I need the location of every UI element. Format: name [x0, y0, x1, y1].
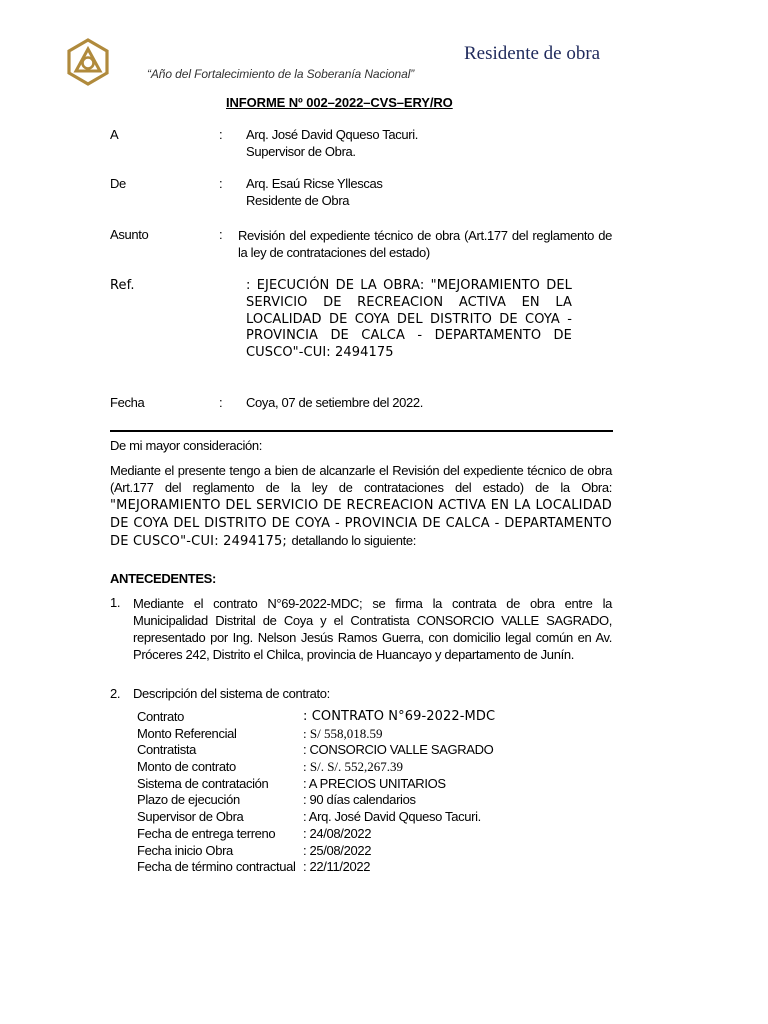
item2-number: 2. [110, 686, 121, 701]
contract-row-value: : 24/08/2022 [303, 825, 372, 841]
contract-row-label: Fecha de término contractual [137, 859, 296, 875]
field-a-colon: : [219, 127, 223, 142]
contract-row [137, 742, 495, 759]
intro-text-b: "MEJORAMIENTO DEL SERVICIO DE RECREACION ACTIVA EN LA LOCALIDAD DE COYA DEL DISTRITO DE COYA - PROVINCIA DE CALCA - DEPARTAMENTO DE CUSCO"-CUI: 2494175; [110, 498, 612, 549]
contract-row-label: Monto de contrato [137, 759, 236, 775]
contract-row [137, 776, 495, 793]
contract-row [137, 859, 495, 876]
report-title: INFORME Nº 002–2022–CVS–ERY/RO [226, 95, 453, 110]
contract-row-value: : S/ 558,018.59 [303, 725, 383, 741]
contract-row-label: Monto Referencial [137, 725, 237, 741]
item1-number: 1. [110, 595, 121, 610]
field-asunto-label: Asunto [110, 227, 149, 242]
separator-line [110, 430, 613, 432]
contract-row-label: Fecha de entrega terreno [137, 825, 276, 841]
field-de-label: De [110, 176, 126, 191]
field-de-line2: Residente de Obra [246, 193, 350, 208]
contract-row-label: Contrato [137, 709, 185, 724]
contract-row [137, 726, 495, 743]
field-fecha-label: Fecha [110, 395, 145, 410]
field-fecha-value: Coya, 07 de setiembre del 2022. [246, 395, 424, 410]
item1-text: Mediante el contrato N°69-2022-MDC; se firma la contrata de obra entre la Municipalidad Distrital de Coya y el Contratista CONSORCIO VALLE SAGRADO, representado por Ing. Nelson Jesús Ramos Guerra, con domicilio legal común en Av. Próceres 242, Distrito el Chilca, provincia de Huancayo y departamento de Junín. [133, 596, 612, 662]
antecedentes-heading: ANTECEDENTES: [110, 571, 216, 586]
intro-paragraph [110, 462, 612, 550]
contract-row-value: : Arq. José David Qqueso Tacuri. [303, 809, 481, 825]
contract-row [137, 759, 495, 776]
contract-row-value: : S/. S/. 552,267.39 [303, 759, 404, 775]
contract-row-value: : CONTRATO N°69-2022-MDC [303, 709, 496, 724]
field-asunto-text [238, 227, 612, 261]
contract-row [137, 792, 495, 809]
triangle-circle-logo-icon [64, 38, 112, 86]
intro-text-a: Mediante el presente tengo a bien de alcanzarle el Revisión del expediente técnico de obra (Art.177 del reglamento de la ley de contrataciones del estado) de la Obra: [110, 463, 612, 495]
field-ref-label: Ref. [110, 278, 135, 293]
motto-text: “Año del Fortalecimiento de la Soberanía Nacional” [147, 67, 415, 81]
contract-row-value: : CONSORCIO VALLE SAGRADO [303, 742, 494, 758]
greeting: De mi mayor consideración: [110, 438, 263, 453]
contract-row-value: : 90 días calendarios [303, 792, 416, 808]
contract-table [137, 709, 495, 876]
contract-row [137, 709, 495, 726]
intro-text-c: detallando lo siguiente: [291, 533, 417, 548]
contract-row-value: : A PRECIOS UNITARIOS [303, 775, 446, 791]
field-de-colon: : [219, 176, 223, 191]
field-de-line1: Arq. Esaú Ricse Yllescas [246, 176, 383, 191]
contract-row-value: : 25/08/2022 [303, 842, 372, 858]
contract-row [137, 843, 495, 860]
field-asunto-value: Revisión del expediente técnico de obra (Art.177 del reglamento de la ley de contrataciones del estado) [238, 228, 612, 260]
contract-row [137, 809, 495, 826]
field-a-label: A [110, 127, 119, 142]
contract-row [137, 826, 495, 843]
contract-row-label: Contratista [137, 742, 197, 758]
field-fecha-colon: : [219, 395, 223, 410]
contract-row-label: Plazo de ejecución [137, 792, 240, 808]
contract-row-value: : 22/11/2022 [303, 859, 371, 875]
header-title: Residente de obra [464, 43, 601, 64]
field-a-line2: Supervisor de Obra. [246, 144, 356, 159]
contract-row-label: Supervisor de Obra [137, 809, 244, 825]
field-ref-text: : EJECUCIÓN DE LA OBRA: "MEJORAMIENTO DEL SERVICIO DE RECREACION ACTIVA EN LA LOCALIDAD DE COYA DEL DISTRITO DE COYA - PROVINCIA DE CALCA - DEPARTAMENTO DE CUSCO"-CUI: 2494175 [246, 278, 572, 361]
field-asunto-colon: : [219, 227, 223, 242]
contract-row-label: Fecha inicio Obra [137, 842, 233, 858]
item2-text: Descripción del sistema de contrato: [133, 686, 330, 701]
contract-row-label: Sistema de contratación [137, 775, 269, 791]
field-a-line1: Arq. José David Qqueso Tacuri. [246, 127, 419, 142]
